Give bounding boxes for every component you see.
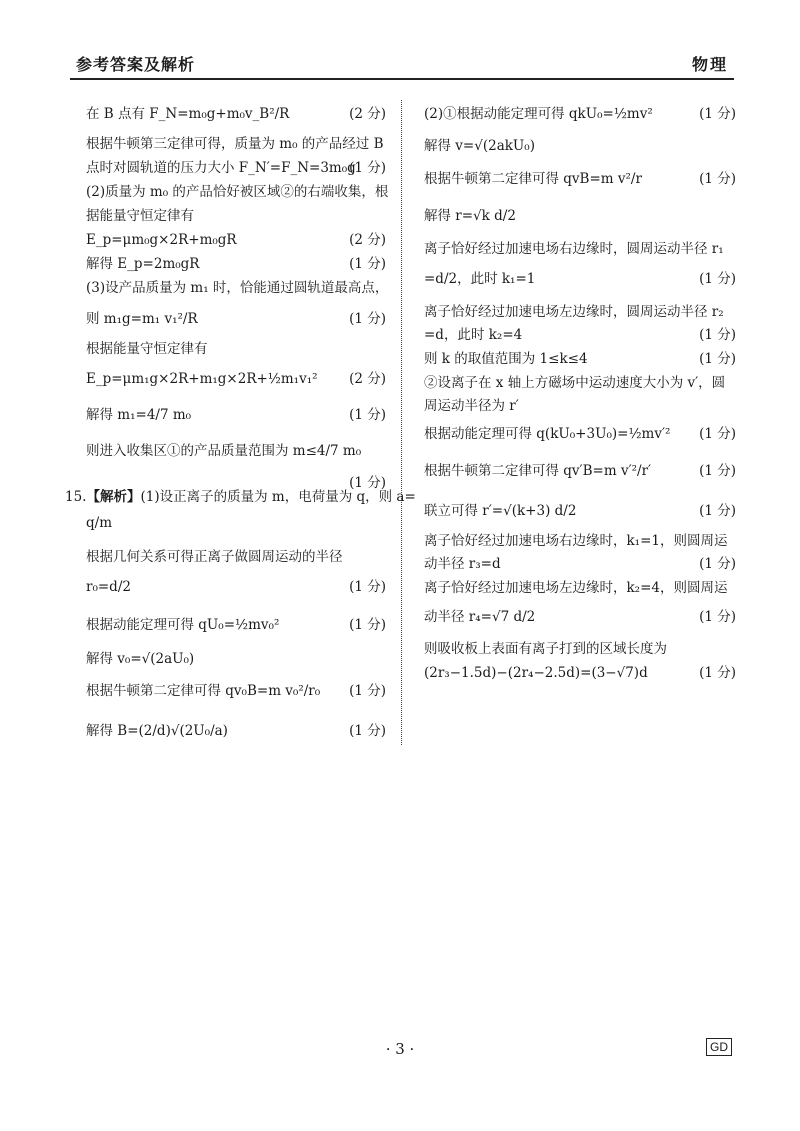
score: (1 分) [349,160,386,176]
header-title: 参考答案及解析 [76,55,196,74]
score: (1 分) [699,351,736,367]
score: (1 分) [699,665,736,681]
score: (1 分) [699,609,736,625]
score: (1 分) [349,256,386,272]
score: (1 分) [349,311,386,327]
score: (1 分) [349,407,386,423]
score: (1 分) [699,271,736,287]
page-number: · 3 · [385,1040,415,1058]
score: (2 分) [349,371,386,387]
score: (1 分) [699,556,736,572]
score: (1 分) [699,327,736,343]
question-number: 15. [65,489,87,505]
score: (1 分) [349,683,386,699]
score: (2 分) [349,106,386,122]
score: (2 分) [349,232,386,248]
score: (1 分) [349,579,386,595]
region-badge: GD [706,1038,732,1056]
score: (1 分) [699,426,736,442]
score: (1 分) [699,463,736,479]
header-subject: 物理 [691,55,728,74]
score: (1 分) [349,475,386,491]
question-15-heading [65,488,416,506]
analysis-tag: 【解析】 [86,489,141,505]
score: (1 分) [699,106,736,122]
score: (1 分) [349,723,386,739]
score: (1 分) [699,171,736,187]
header-rule [70,78,734,80]
score: (1 分) [699,503,736,519]
score: (1 分) [349,617,386,633]
question-first-line: (1)设正离子的质量为 m，电荷量为 q，则 a= [140,489,416,505]
column-divider [401,100,402,745]
